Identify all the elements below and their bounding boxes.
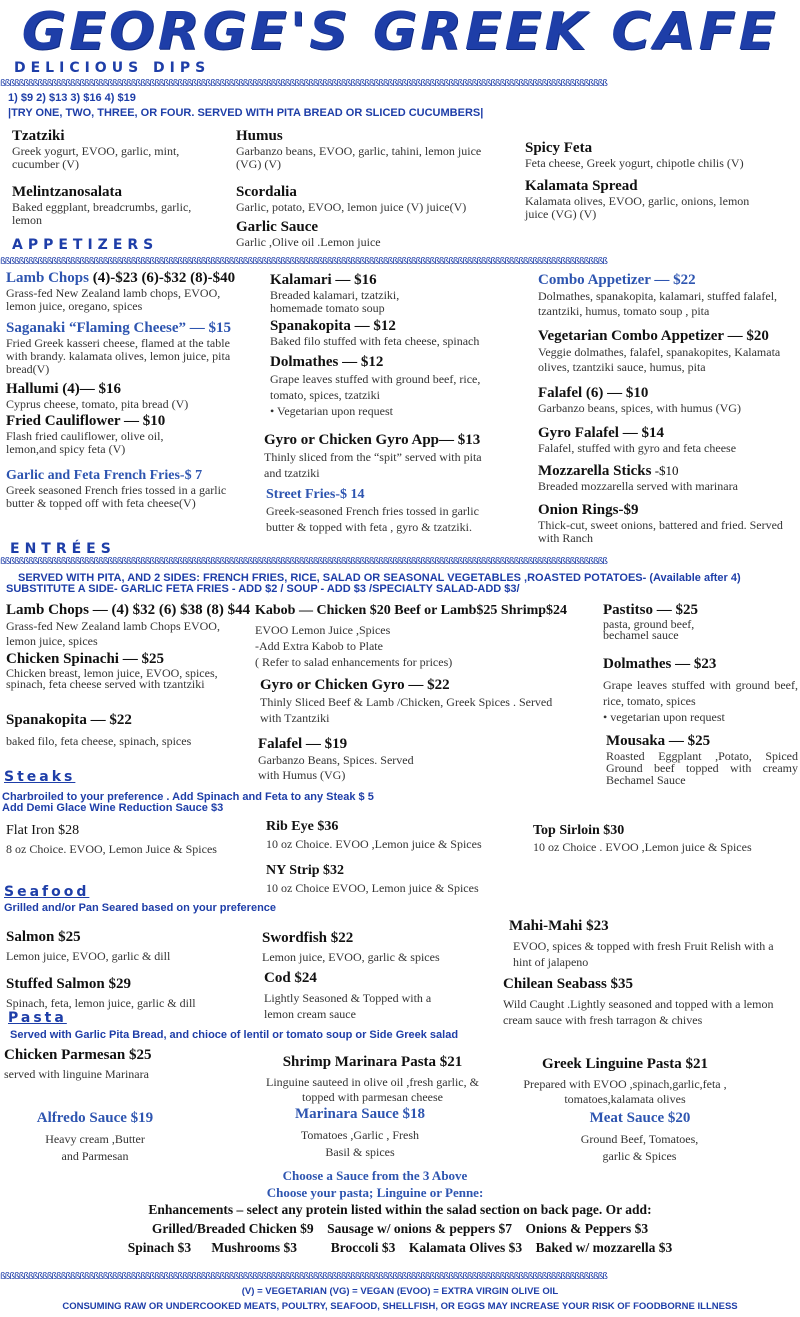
item-desc: Falafel, stuffed with gyro and feta cheese: [538, 441, 737, 455]
item-desc: Spinach, feta, lemon juice, garlic & dill: [6, 996, 196, 1010]
item-desc: 10 oz Choice EVOO, Lemon juice & Spices: [266, 881, 479, 895]
item-desc: Lemon juice, EVOO, garlic & spices: [262, 950, 440, 964]
item-name: Tzatziki: [12, 128, 65, 144]
steaks-note-sauce: Add Demi Glace Wine Reduction Sauce $3: [2, 802, 224, 814]
item-desc: Greek seasoned French fries tossed in a garlic butter & topped off with feta cheese(V): [6, 483, 227, 510]
menu-item: [270, 318, 520, 348]
item-name: Spanakopita — $12: [270, 318, 396, 334]
menu-item: [538, 328, 800, 375]
item-name: Stuffed Salmon $29: [6, 976, 132, 992]
item-desc: EVOO, spices & topped with fresh Fruit Relish with a hint of jalapeno: [513, 939, 774, 969]
item-desc: Flash fried cauliflower, olive oil, lemon,and spicy feta (V): [6, 429, 164, 456]
sauce-name: Meat Sauce $20: [589, 1110, 691, 1126]
dips-heading: DELICIOUS DIPS: [14, 60, 211, 76]
item-name: Chilean Seabass $35: [503, 976, 634, 992]
menu-item: [264, 432, 524, 481]
menu-item: [538, 272, 798, 319]
item-desc: Garlic ,Olive oil .Lemon juice: [236, 235, 381, 249]
dips-prices: 1) $9 2) $13 3) $16 4) $19: [8, 92, 136, 104]
item-extra: • Vegetarian upon request: [270, 404, 393, 418]
choose-pasta-note: Choose your pasta; Linguine or Penne:: [266, 1185, 484, 1200]
menu-item: [6, 929, 256, 963]
entrees-substitute-note: SUBSTITUTE A SIDE- GARLIC FETA FRIES - ADD $2 / SOUP - ADD $3 /SPECIALTY SALAD-ADD $3/: [6, 583, 520, 595]
sauce-item: [555, 1110, 725, 1165]
restaurant-title: GEORGE'S GREEK CAFE: [21, 1, 779, 62]
item-desc: Garbanzo Beans, Spices. Served with Humus (VG): [258, 753, 414, 782]
item-desc: 10 oz Choice . EVOO ,Lemon juice & Spices: [533, 840, 752, 854]
menu-item: [266, 862, 526, 895]
item-name: Shrimp Marinara Pasta $21: [282, 1054, 463, 1070]
item-desc: Dolmathes, spanakopita, kalamari, stuffed falafel, tzantziki, humus, tomato soup , pita: [538, 289, 778, 318]
sauce-name: Marinara Sauce $18: [295, 1106, 425, 1122]
appetizers-heading: APPETIZERS: [12, 237, 159, 253]
item-desc: Roasted Eggplant ,Potato, Spiced Ground beef topped with creamy Bechamel Sauce: [606, 749, 798, 787]
item-desc: Breaded kalamari, tzatziki, homemade tomato soup: [270, 288, 400, 315]
menu-item: [6, 320, 266, 376]
dips-note: |TRY ONE, TWO, THREE, OR FOUR. SERVED WITH PITA BREAD OR SLICED CUCUMBERS|: [8, 107, 484, 119]
item-name: Mousaka — $25: [606, 733, 711, 749]
item-name: Garlic and Feta French Fries-$ 7: [6, 468, 203, 483]
menu-item: [6, 651, 256, 690]
menu-item: [264, 970, 484, 1022]
item-desc: Veggie dolmathes, falafel, spanakopites, Kalamata olives, tzantziki sauce, humus, pita: [538, 345, 781, 374]
item-name: Swordfish $22: [262, 930, 354, 946]
food-safety-warning: CONSUMING RAW OR UNDERCOOKED MEATS, POULTRY, SEAFOOD, SHELLFISH, OR EGGS MAY INCREASE YOUR RISK OF FOODBORNE ILLNESS: [62, 1301, 738, 1312]
menu-item: [606, 733, 798, 786]
menu-item: [505, 1056, 745, 1107]
item-name: Mozzarella Sticks: [538, 463, 652, 479]
sauce-desc: Tomatoes ,Garlic , Fresh Basil & spices: [300, 1128, 420, 1159]
item-name: Fried Cauliflower — $10: [6, 413, 166, 429]
item-desc: Thinly sliced from the “spit” served with pita and tzatziki: [264, 450, 482, 480]
menu-item: [6, 467, 266, 510]
item-extra: • vegetarian upon request: [603, 710, 725, 724]
item-name: Dolmathes — $23: [603, 656, 717, 672]
menu-item: [262, 930, 502, 964]
sauce-item: [10, 1110, 180, 1165]
item-desc: Grape leaves stuffed with ground beef, rice, tomato, spices, tzatziki: [270, 372, 481, 402]
dip-item: [12, 128, 212, 171]
item-name: Falafel — $19: [258, 736, 348, 752]
menu-item: [266, 818, 526, 851]
item-desc: baked filo, feta cheese, spinach, spices: [6, 734, 192, 748]
menu-item: [509, 918, 799, 970]
item-name: Pastitso — $25: [603, 602, 698, 618]
item-name: Gyro or Chicken Gyro App— $13: [264, 432, 481, 448]
menu-item: [6, 822, 256, 856]
item-desc: Greek yogurt, EVOO, garlic, mint, cucumber (V): [12, 144, 180, 171]
item-desc: Feta cheese, Greek yogurt, chipotle chilis (V): [525, 156, 744, 170]
item-name: Rib Eye $36: [266, 819, 339, 834]
item-name: NY Strip $32: [266, 863, 345, 878]
item-name: Vegetarian Combo Appetizer — $20: [538, 328, 769, 344]
menu-item: [538, 425, 798, 455]
sauce-name: Alfredo Sauce $19: [36, 1110, 154, 1126]
item-desc: Baked eggplant, breadcrumbs, garlic, lemon: [12, 200, 192, 227]
menu-item: [260, 677, 560, 726]
seafood-heading: Seafood: [4, 884, 90, 900]
item-desc: -Add Extra Kabob to Plate: [255, 639, 383, 653]
item-name: Chicken Parmesan $25: [4, 1047, 152, 1063]
menu-item: [603, 602, 798, 641]
dip-item: [525, 178, 795, 221]
menu-item: [270, 354, 520, 419]
greek-key-border: ßßßßßßßßßßßßßßßßßßßßßßßßßßßßßßßßßßßßßßßßßßßßßßßßßßßßßßßßßßßßßßßßßßßßßßßßßßßßßßßßßßßßßßßßßßßßßßßßßßßßßßßßßßßßßßßßßßßßßßßßßßßßßßßßßß: [0, 257, 607, 267]
menu-item: [266, 486, 516, 535]
menu-item: [255, 602, 600, 670]
dip-item: [236, 184, 516, 214]
item-name: Gyro or Chicken Gyro — $22: [260, 677, 450, 693]
sauce-desc: Heavy cream ,Butter and Parmesan: [45, 1132, 145, 1163]
item-name: Dolmathes — $12: [270, 354, 384, 370]
item-desc: Wild Caught .Lightly seasoned and topped with a lemon cream sauce with fresh tarragon & chives: [503, 997, 774, 1027]
item-name: Garlic Sauce: [236, 219, 319, 235]
dip-item: [12, 184, 212, 227]
item-name: Scordalia: [236, 184, 297, 200]
seafood-note: Grilled and/or Pan Seared based on your preference: [4, 902, 277, 914]
pasta-heading: Pasta: [8, 1010, 67, 1026]
sauce-item: [275, 1106, 445, 1161]
item-name: Greek Linguine Pasta $21: [542, 1056, 708, 1072]
item-name: Chicken Spinachi — $25: [6, 651, 164, 667]
item-name: Flat Iron $28: [6, 823, 80, 838]
item-desc: ( Refer to salad enhancements for prices): [255, 655, 453, 669]
menu-item: [6, 602, 256, 649]
item-name: Kabob — Chicken $20 Beef or Lamb$25 Shrimp$24: [255, 603, 568, 618]
item-name: Street Fries-$ 14: [266, 487, 365, 502]
menu-item: [6, 381, 266, 411]
item-desc: Kalamata olives, EVOO, garlic, onions, lemon juice (VG) (V): [525, 194, 750, 221]
steaks-note: Charbroiled to your preference . Add Spinach and Feta to any Steak $ 5: [2, 791, 374, 803]
item-desc: Cyprus cheese, tomato, pita bread (V): [6, 397, 189, 411]
item-desc: EVOO Lemon Juice ,Spices: [255, 623, 391, 637]
item-desc: Thinly Sliced Beef & Lamb /Chicken, Greek Spices . Served with Tzantziki: [260, 695, 553, 725]
item-name: Salmon $25: [6, 929, 81, 945]
item-name: Lamb Chops — (4) $32 (6) $38 (8) $44: [6, 602, 251, 618]
menu-item: [538, 385, 798, 415]
item-desc: Lemon juice, EVOO, garlic & dill: [6, 949, 171, 963]
item-name: Onion Rings-$9: [538, 502, 639, 518]
item-desc: Linguine sauteed in olive oil ,fresh garlic, & topped with parmesan cheese: [266, 1075, 479, 1104]
choose-sauce-note: Choose a Sauce from the 3 Above: [282, 1168, 468, 1183]
item-name: Hallumi (4)— $16: [6, 381, 121, 397]
item-name: Spicy Feta: [525, 140, 593, 156]
item-name: Falafel (6) — $10: [538, 385, 649, 401]
greek-key-border: ßßßßßßßßßßßßßßßßßßßßßßßßßßßßßßßßßßßßßßßßßßßßßßßßßßßßßßßßßßßßßßßßßßßßßßßßßßßßßßßßßßßßßßßßßßßßßßßßßßßßßßßßßßßßßßßßßßßßßßßßßßßßßßßßßß: [0, 79, 607, 89]
dip-item: [236, 219, 516, 249]
item-desc: Thick-cut, sweet onions, battered and fried. Served with Ranch: [538, 518, 783, 545]
item-desc: Grass-fed New Zealand lamb Chops EVOO, lemon juice, spices: [6, 619, 220, 648]
item-desc: Chicken breast, lemon juice, EVOO, spices, spinach, feta cheese served with tzantziki: [6, 666, 218, 691]
item-desc: Garbanzo beans, EVOO, garlic, tahini, lemon juice (VG) (V): [236, 144, 482, 171]
menu-item: [503, 976, 798, 1028]
item-desc: 10 oz Choice. EVOO ,Lemon juice & Spices: [266, 837, 482, 851]
item-name: Lamb Chops: [6, 270, 89, 286]
item-name: Cod $24: [264, 970, 317, 986]
item-price: -$10: [651, 463, 679, 478]
greek-key-border: ßßßßßßßßßßßßßßßßßßßßßßßßßßßßßßßßßßßßßßßßßßßßßßßßßßßßßßßßßßßßßßßßßßßßßßßßßßßßßßßßßßßßßßßßßßßßßßßßßßßßßßßßßßßßßßßßßßßßßßßßßßßßßßßßßß: [0, 1272, 607, 1282]
dip-item: [525, 140, 795, 170]
item-name: Saganaki “Flaming Cheese” — $15: [6, 320, 232, 336]
menu-item: [255, 1054, 490, 1105]
item-desc: Prepared with EVOO ,spinach,garlic,feta , tomatoes,kalamata olives: [523, 1077, 727, 1106]
enhancements-list: Grilled/Breaded Chicken $9 Sausage w/ onions & peppers $7 Onions & Peppers $3: [151, 1221, 649, 1236]
menu-item: [6, 712, 256, 748]
item-name: Melintzanosalata: [12, 184, 122, 200]
legend-note: (V) = VEGETARIAN (VG) = VEGAN (EVOO) = EXTRA VIRGIN OLIVE OIL: [241, 1286, 559, 1297]
item-desc: Lightly Seasoned & Topped with a lemon cream sauce: [264, 991, 432, 1021]
item-name: Humus: [236, 128, 283, 144]
item-price: (4)-$23 (6)-$32 (8)-$40: [88, 270, 236, 286]
menu-item: [538, 502, 798, 545]
menu-item: [6, 976, 256, 1010]
item-name: Kalamata Spread: [525, 178, 638, 194]
menu-item: [6, 413, 266, 456]
item-desc: Breaded mozzarella served with marinara: [538, 479, 738, 493]
enhancements-list: Spinach $3 Mushrooms $3 Broccoli $3 Kalamata Olives $3 Baked w/ mozzarella $3: [127, 1240, 673, 1255]
item-desc: Grass-fed New Zealand lamb chops, EVOO, lemon juice, oregano, spices: [6, 286, 221, 313]
item-name: Top Sirloin $30: [533, 823, 625, 838]
greek-key-border: ßßßßßßßßßßßßßßßßßßßßßßßßßßßßßßßßßßßßßßßßßßßßßßßßßßßßßßßßßßßßßßßßßßßßßßßßßßßßßßßßßßßßßßßßßßßßßßßßßßßßßßßßßßßßßßßßßßßßßßßßßßßßßßßßßß: [0, 557, 607, 567]
item-name: Mahi-Mahi $23: [509, 918, 609, 934]
menu-item: [538, 462, 798, 493]
item-name: Spanakopita — $22: [6, 712, 132, 728]
menu-item: [270, 272, 520, 315]
enhancements-intro: Enhancements – select any protein listed within the salad section on back page. Or add:: [148, 1202, 652, 1217]
item-desc: Greek-seasoned French fries tossed in garlic butter & topped with feta , gyro & tzatziki.: [266, 504, 479, 534]
item-desc: Garbanzo beans, spices, with humus (VG): [538, 401, 741, 415]
menu-item: [6, 270, 266, 313]
sauce-desc: Ground Beef, Tomatoes, garlic & Spices: [580, 1132, 699, 1163]
steaks-heading: Steaks: [4, 769, 76, 785]
item-desc: Garlic, potato, EVOO, lemon juice (V) juice(V): [236, 200, 467, 214]
item-desc: pasta, ground beef, bechamel sauce: [603, 617, 695, 642]
menu-item: [533, 822, 798, 854]
menu-item: [4, 1047, 254, 1081]
item-desc: Fried Greek kasseri cheese, flamed at the table with brandy. kalamata olives, lemon juice, pita bread(V): [6, 336, 231, 376]
item-desc: Grape leaves stuffed with ground beef, rice, tomato, spices: [603, 678, 798, 708]
menu-item: [258, 736, 508, 783]
item-desc: 8 oz Choice. EVOO, Lemon Juice & Spices: [6, 842, 217, 856]
menu-item: [603, 656, 798, 725]
entrees-note: SERVED WITH PITA, AND 2 SIDES: FRENCH FRIES, RICE, SALAD OR SEASONAL VEGETABLES ,ROASTED POTATOES- (Available after 4): [18, 572, 741, 584]
entrees-heading: ENTRÉES: [10, 541, 116, 557]
item-desc: served with linguine Marinara: [4, 1067, 149, 1081]
item-name: Gyro Falafel — $14: [538, 425, 664, 441]
dip-item: [236, 128, 506, 171]
pasta-note: Served with Garlic Pita Bread, and chioce of lentil or tomato soup or Side Greek salad: [10, 1029, 459, 1041]
item-name: Combo Appetizer — $22: [538, 272, 696, 288]
item-name: Kalamari — $16: [270, 272, 377, 288]
item-desc: Baked filo stuffed with feta cheese, spinach: [270, 334, 480, 348]
